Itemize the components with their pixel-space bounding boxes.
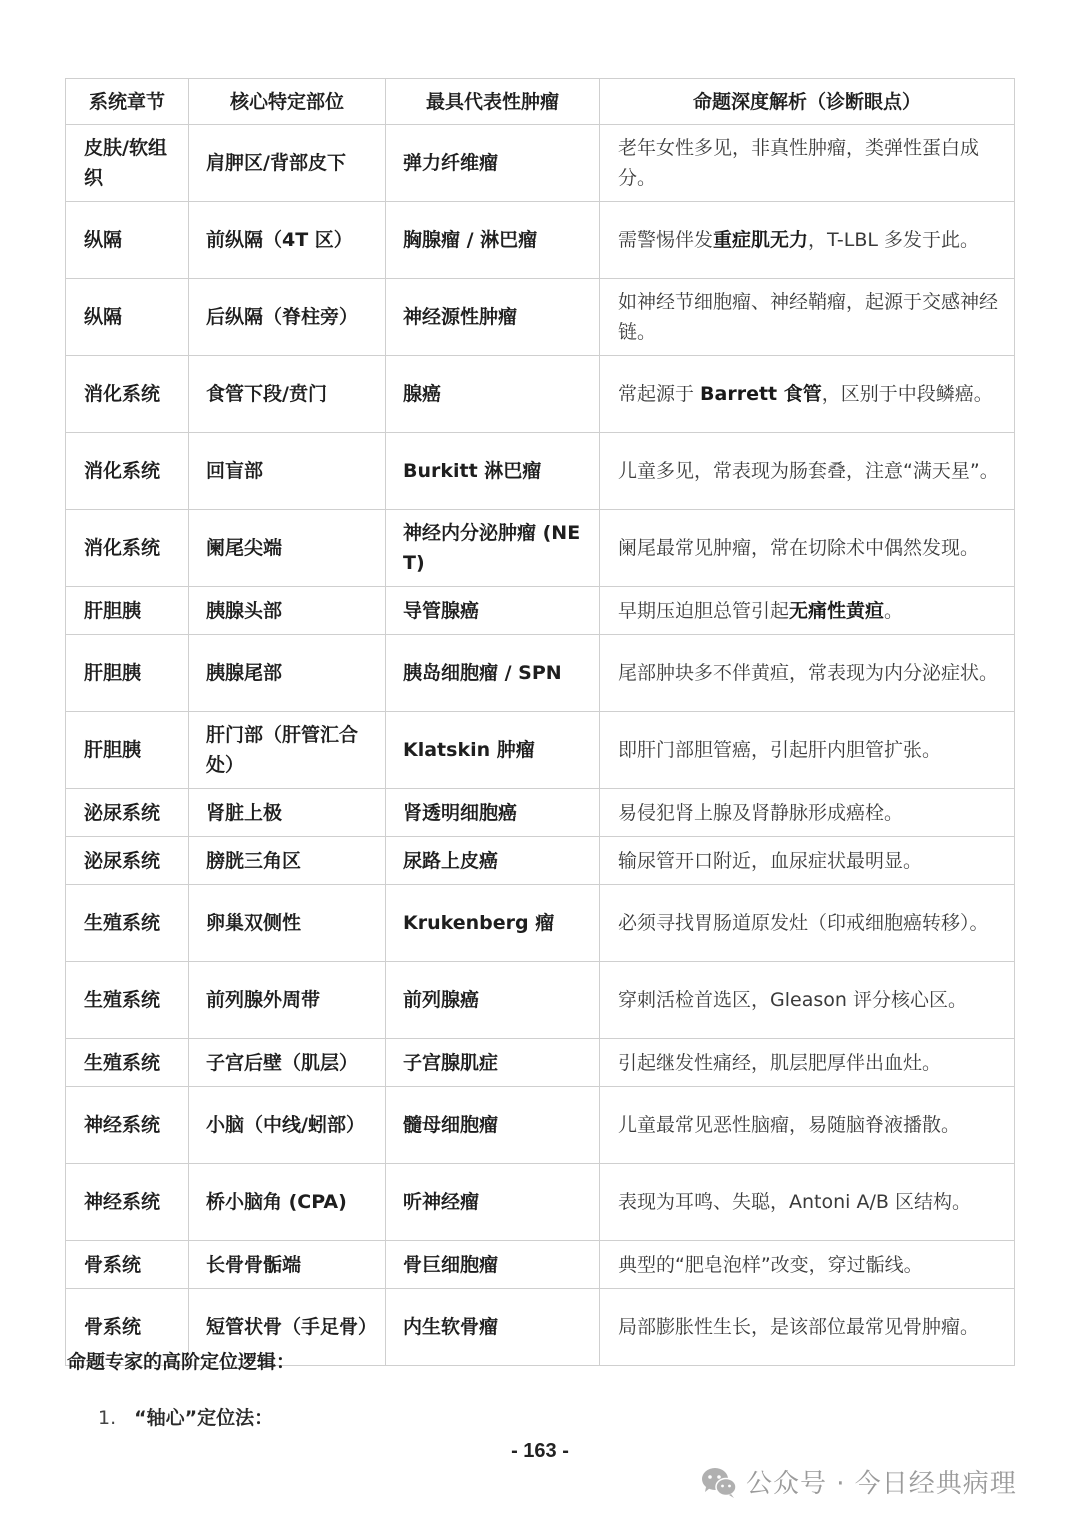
analysis-highlight: 无痛性黄疸	[789, 599, 885, 622]
section-title: 命题专家的高阶定位逻辑：	[67, 1351, 296, 1373]
table-row	[66, 712, 1015, 789]
cell-tumor: Krukenberg 瘤	[386, 885, 600, 962]
analysis-text: 。	[884, 599, 904, 622]
table-row	[66, 635, 1015, 712]
cell-tumor: 骨巨细胞瘤	[386, 1241, 600, 1289]
cell-site: 肝门部（肝管汇合处）	[189, 712, 386, 789]
table-body	[66, 125, 1015, 1366]
header-site: 核心特定部位	[189, 79, 386, 125]
cell-analysis: 输尿管开口附近，血尿症状最明显。	[600, 837, 1015, 885]
analysis-text: ，区别于中段鳞癌。	[821, 383, 993, 405]
cell-site: 前列腺外周带	[189, 962, 386, 1039]
cell-tumor: Burkitt 淋巴瘤	[386, 433, 600, 510]
cell-system: 骨系统	[66, 1241, 189, 1289]
cell-system: 皮肤/软组织	[66, 125, 189, 202]
table-row	[66, 125, 1015, 202]
table-row	[66, 789, 1015, 837]
wechat-icon	[700, 1465, 738, 1499]
analysis-text: 需警惕伴发	[618, 229, 714, 251]
cell-system: 消化系统	[66, 433, 189, 510]
cell-analysis: 如神经节细胞瘤、神经鞘瘤，起源于交感神经链。	[600, 279, 1015, 356]
cell-analysis: 尾部肿块多不伴黄疸，常表现为内分泌症状。	[600, 635, 1015, 712]
table-row	[66, 1164, 1015, 1241]
header-analysis: 命题深度解析（诊断眼点）	[600, 79, 1015, 125]
cell-analysis: 易侵犯肾上腺及肾静脉形成癌栓。	[600, 789, 1015, 837]
header-tumor: 最具代表性肿瘤	[386, 79, 600, 125]
tumor-location-table-container	[65, 78, 1014, 1366]
list-item-text: “轴心”定位法：	[134, 1407, 274, 1429]
cell-system: 神经系统	[66, 1087, 189, 1164]
cell-tumor: 内生软骨瘤	[386, 1289, 600, 1366]
table-row	[66, 433, 1015, 510]
table-row	[66, 885, 1015, 962]
cell-site: 阑尾尖端	[189, 510, 386, 587]
cell-tumor: 尿路上皮癌	[386, 837, 600, 885]
watermark-text: 公众号 · 今日经典病理	[746, 1469, 1017, 1499]
cell-analysis: 必须寻找胃肠道原发灶（印戒细胞癌转移）。	[600, 885, 1015, 962]
cell-system: 生殖系统	[66, 885, 189, 962]
cell-tumor: 胸腺瘤 / 淋巴瘤	[386, 202, 600, 279]
cell-site: 肾脏上极	[189, 789, 386, 837]
cell-analysis: 表现为耳鸣、失聪，Antoni A/B 区结构。	[600, 1164, 1015, 1241]
cell-site: 长骨骨骺端	[189, 1241, 386, 1289]
cell-tumor: 神经源性肿瘤	[386, 279, 600, 356]
table-row	[66, 587, 1015, 635]
cell-analysis: 局部膨胀性生长，是该部位最常见骨肿瘤。	[600, 1289, 1015, 1366]
page-number: - 163 -	[511, 1440, 569, 1462]
cell-tumor: 胰岛细胞瘤 / SPN	[386, 635, 600, 712]
cell-tumor: 子宫腺肌症	[386, 1039, 600, 1087]
cell-site: 食管下段/贲门	[189, 356, 386, 433]
cell-tumor: 髓母细胞瘤	[386, 1087, 600, 1164]
cell-system: 泌尿系统	[66, 789, 189, 837]
table-row	[66, 1087, 1015, 1164]
cell-site: 后纵隔（脊柱旁）	[189, 279, 386, 356]
table-row	[66, 510, 1015, 587]
cell-site: 前纵隔（4T 区）	[189, 202, 386, 279]
table-row	[66, 1241, 1015, 1289]
cell-tumor: 导管腺癌	[386, 587, 600, 635]
cell-site: 肩胛区/背部皮下	[189, 125, 386, 202]
list-item	[98, 1403, 273, 1433]
cell-site: 子宫后壁（肌层）	[189, 1039, 386, 1087]
table-row	[66, 279, 1015, 356]
cell-analysis	[600, 356, 1015, 433]
cell-site: 回盲部	[189, 433, 386, 510]
table-row	[66, 202, 1015, 279]
cell-analysis: 穿刺活检首选区，Gleason 评分核心区。	[600, 962, 1015, 1039]
cell-analysis: 儿童多见，常表现为肠套叠，注意“满天星”。	[600, 433, 1015, 510]
cell-analysis: 典型的“肥皂泡样”改变，穿过骺线。	[600, 1241, 1015, 1289]
tumor-location-table	[65, 78, 1015, 1366]
cell-tumor: 前列腺癌	[386, 962, 600, 1039]
analysis-text: ，T-LBL 多发于此。	[808, 229, 979, 251]
cell-system: 骨系统	[66, 1289, 189, 1366]
cell-system: 纵隔	[66, 202, 189, 279]
cell-analysis	[600, 202, 1015, 279]
cell-site: 膀胱三角区	[189, 837, 386, 885]
cell-analysis: 老年女性多见，非真性肿瘤，类弹性蛋白成分。	[600, 125, 1015, 202]
table-header-row	[66, 79, 1015, 125]
cell-tumor: 腺癌	[386, 356, 600, 433]
cell-system: 纵隔	[66, 279, 189, 356]
cell-system: 生殖系统	[66, 962, 189, 1039]
cell-site: 短管状骨（手足骨）	[189, 1289, 386, 1366]
analysis-highlight: Barrett 食管	[700, 383, 822, 405]
watermark	[700, 1463, 1017, 1500]
table-row	[66, 837, 1015, 885]
cell-tumor: Klatskin 肿瘤	[386, 712, 600, 789]
cell-analysis: 儿童最常见恶性脑瘤，易随脑脊液播散。	[600, 1087, 1015, 1164]
cell-site: 卵巢双侧性	[189, 885, 386, 962]
analysis-text: 常起源于	[618, 383, 701, 405]
cell-system: 消化系统	[66, 510, 189, 587]
cell-tumor: 弹力纤维瘤	[386, 125, 600, 202]
cell-system: 神经系统	[66, 1164, 189, 1241]
cell-analysis: 即肝门部胆管癌，引起肝内胆管扩张。	[600, 712, 1015, 789]
list-item-number: 1.	[98, 1407, 117, 1429]
cell-system: 肝胆胰	[66, 712, 189, 789]
cell-analysis: 引起继发性痛经，肌层肥厚伴出血灶。	[600, 1039, 1015, 1087]
analysis-text: 早期压迫胆总管引起	[618, 599, 790, 622]
table-row	[66, 1039, 1015, 1087]
cell-tumor: 听神经瘤	[386, 1164, 600, 1241]
cell-system: 泌尿系统	[66, 837, 189, 885]
analysis-highlight: 重症肌无力	[713, 229, 809, 251]
table-row	[66, 962, 1015, 1039]
cell-tumor: 神经内分泌肿瘤 (NET)	[386, 510, 600, 587]
cell-site: 小脑（中线/蚓部）	[189, 1087, 386, 1164]
cell-analysis	[600, 587, 1015, 635]
cell-analysis: 阑尾最常见肿瘤，常在切除术中偶然发现。	[600, 510, 1015, 587]
cell-system: 肝胆胰	[66, 635, 189, 712]
cell-tumor: 肾透明细胞癌	[386, 789, 600, 837]
header-system: 系统章节	[66, 79, 189, 125]
cell-system: 肝胆胰	[66, 587, 189, 635]
cell-site: 胰腺尾部	[189, 635, 386, 712]
cell-system: 生殖系统	[66, 1039, 189, 1087]
cell-site: 桥小脑角 (CPA)	[189, 1164, 386, 1241]
cell-system: 消化系统	[66, 356, 189, 433]
table-row	[66, 356, 1015, 433]
cell-site: 胰腺头部	[189, 587, 386, 635]
